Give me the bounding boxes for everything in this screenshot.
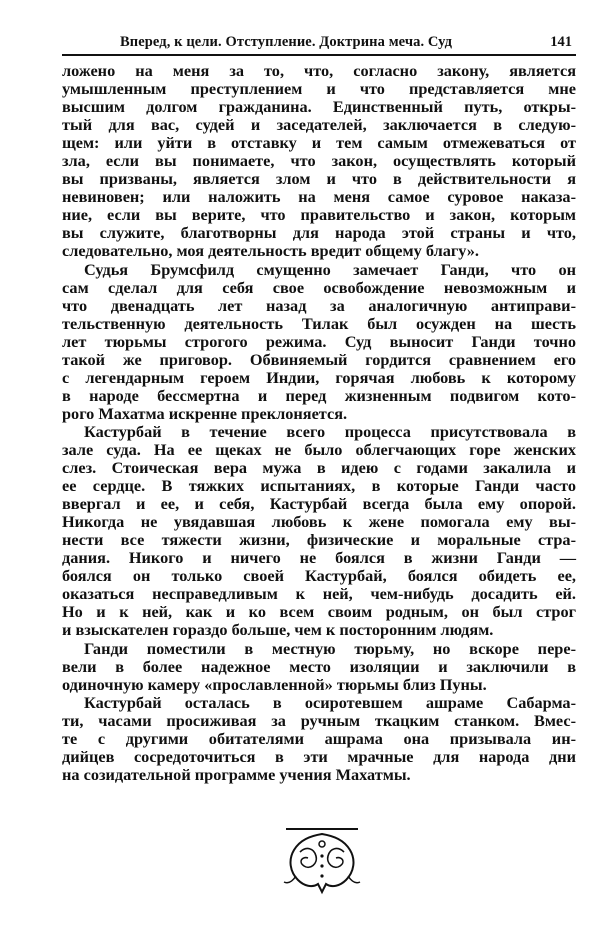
text-line: слез. Стоическая вера мужа в идею с годами закалила и (62, 458, 576, 478)
text-line: такой же приговор. Обвиняемый гордится сравнением его (62, 349, 576, 369)
text-line: вы призваны, является злом и что в действительности я (62, 169, 576, 189)
text-line: вели в более надежное место изоляции и заключили в (62, 656, 576, 676)
text-line: и взыскателен гораздо больше, чем к посторонним людям. (62, 620, 494, 640)
paragraph (62, 694, 576, 784)
text-line: вы служите, благотворны для народа этой страны и что, (62, 223, 576, 243)
page-number: 141 (550, 34, 572, 50)
text-line: нести все тяжести жизни, физические и моральные стра- (62, 530, 576, 550)
paragraph (62, 62, 576, 261)
text-line: одиночную камеру «прославленной» тюрьмы близ Пуны. (62, 674, 487, 694)
tailpiece-ornament-icon (280, 826, 364, 898)
running-header (62, 32, 576, 56)
text-line: невиновен; или наложить на меня самое суровое наказа- (62, 187, 576, 207)
text-line: ее сердце. В тяжких испытаниях, в которые Ганди часто (62, 476, 576, 496)
text-line: рого Махатма искренне преклоняется. (62, 403, 348, 423)
text-line: сам сделал для себя свое освобождение невозможным и (62, 277, 576, 297)
text-line: Кастурбай в течение всего процесса присутствовала в (84, 421, 576, 441)
text-line: лет тюрьмы строгого режима. Суд выносит Ганди точно (62, 331, 576, 351)
text-line: тельственную деятельность Тилак был осужден на шесть (62, 313, 576, 333)
text-line: ние, если вы верите, что правительство и закон, которым (62, 205, 576, 225)
text-line: зла, если вы понимаете, что закон, осуществлять который (62, 151, 576, 171)
text-line: зале суда. На ее щеках не было облегчающих горе женских (62, 439, 576, 459)
running-title: Вперед, к цели. Отступление. Доктрина меча. Суд (120, 34, 453, 50)
text-line: с легендарным героем Индии, горячая любовь к которому (62, 367, 576, 387)
text-line: оказаться несправедливым к ней, чем-нибудь досадить ей. (62, 584, 576, 604)
text-line: те с другими обитателями ашрама она призывала ин- (62, 728, 576, 748)
text-line: дийцев сосредоточиться в эти мрачные для народа дни (62, 746, 576, 766)
text-line: дания. Никого и ничего не боялся в жизни Ганди — (62, 548, 576, 568)
text-line: ввергал и ее, и себя, Кастурбай всегда была ему опорой. (62, 494, 576, 514)
text-line: в народе бессмертна и перед жизненным подвигом кото- (62, 385, 576, 405)
text-line: Но и к ней, как и ко всем своим родным, он был строг (62, 602, 576, 622)
text-line: Судья Брумсфилд смущенно замечает Ганди, что он (84, 259, 576, 279)
paragraph (62, 423, 576, 640)
text-line: Ганди поместили в местную тюрьму, но вскоре пере- (84, 638, 576, 658)
text-line: ти, часами просиживая за ручным ткацким станком. Вмес- (62, 710, 576, 730)
body-text (62, 62, 576, 784)
text-line: Кастурбай осталась в осиротевшем ашраме Сабарма- (84, 692, 576, 712)
paragraph (62, 261, 576, 423)
text-line: высшим долгом гражданина. Единственный путь, откры- (62, 97, 576, 117)
text-line: щем: или уйти в отставку и тем самым отмежеваться от (62, 133, 576, 153)
text-line: на созидательной программе учения Махатмы. (62, 764, 411, 784)
paragraph (62, 640, 576, 694)
text-line: что двенадцать лет назад за аналогичную антиправи- (62, 295, 576, 315)
text-line: умышленным преступлением и что представляется мне (62, 79, 576, 99)
text-line: тый для вас, судей и заседателей, заключается в следую- (62, 115, 576, 135)
text-line: Никогда не увядавшая любовь к жене помогала ему вы- (62, 512, 576, 532)
text-line: ложено на меня за то, что, согласно закону, является (62, 61, 576, 80)
text-line: боялся он только своей Кастурбай, боялся обидеть ее, (62, 566, 576, 586)
text-line: следовательно, моя деятельность вредит общему благу». (62, 241, 479, 261)
